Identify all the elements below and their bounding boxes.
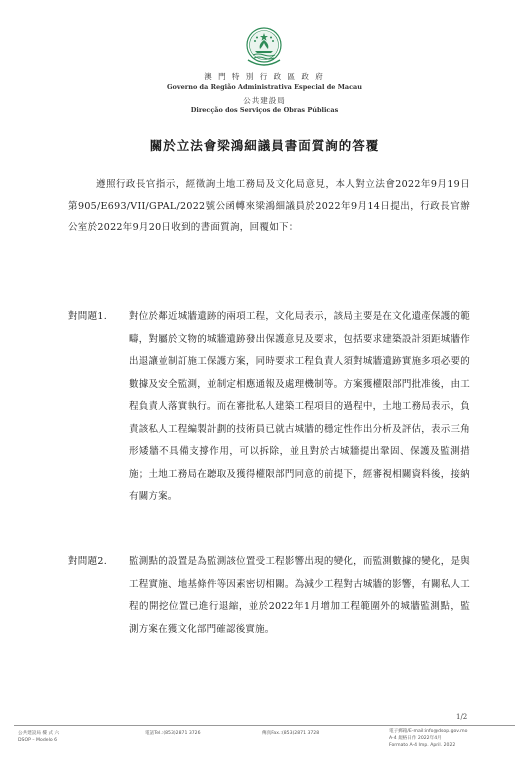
department-name-chinese: 公共建設局 (243, 96, 286, 105)
question-label-1: 對問題1. (68, 311, 108, 322)
answer-text-1: 對位於鄰近城牆遺跡的兩項工程，文化局表示，該局主要是在文化遺產保護的範疇，對屬於文物的城牆遺跡發出保護意見及要求，包括要求建築設計須距城牆作出退讓並制訂施工保護方案，同時要求工程負責人須對城牆遺跡實施多項必要的數據及安全監測，並制定相應通報及處理機制等。方案獲權限部門批准後，由工程負責人落實執行。而在審批私人建築工程項目的過程中，土地工務局表示，負責該私人工程編製計劃的技術員已就古城牆的穩定性作出分析及評估，表示三角形矮牆不具備支撐作用，可以拆除，並且對於古城牆提出鞏固、保護及監測措施；土地工務局在聽取及獲得權限部門同意的前提下，經審視相關資料後，接納有關方案。 (129, 311, 470, 502)
department-name-portuguese: Direcção dos Serviços de Obras Públicas (190, 106, 339, 114)
answer-text-2: 監測點的設置是為監測該位置受工程影響出現的變化，而監測數據的變化，是與工程實施、地基條件等因素密切相關。為減少工程對古城牆的影響，有關私人工程的開挖位置已進行退縮，並於2022年1月增加工程範圍外的城牆監測點，監測方案在獲文化部門確認後實施。 (129, 556, 470, 635)
footer-format: Formato A-4 Imp. April. 2022 (389, 743, 456, 748)
footer-address: 公共建設局 樓 式 六 (18, 731, 60, 736)
footer-address-block (18, 730, 59, 744)
footer-divider (14, 725, 515, 726)
gov-name-chinese: 澳 門 特 別 行 政 區 政 府 (204, 72, 325, 81)
footer-form-code: DSOP – Modelo 6 (18, 738, 58, 743)
document-title: 關於立法會梁鴻細議員書面質詢的答覆 (149, 138, 380, 153)
footer-telephone: 電話Tel.:(853)2871 3726 (145, 731, 201, 736)
footer-contact-block (389, 728, 467, 749)
gov-name-portuguese: Governo da Região Administrativa Especial de Macau (167, 83, 362, 91)
intro-paragraph: 遵照行政長官指示，經徵詢土地工務局及文化局意見，本人對立法會2022年9月19日第905/E693/VII/GPAL/2022號公函轉來梁鴻細議員於2022年9月14日提出，行政長官辦公室於2022年9月20日收到的書面質詢，回覆如下： (68, 179, 470, 233)
macau-emblem-icon (241, 26, 287, 70)
footer-email: 電子郵箱/E-mail:info@dsop.gov.mo (389, 729, 468, 734)
footer-fax: 傳真Fax.:(853)2871 3728 (262, 731, 320, 736)
question-label-2: 對問題2. (68, 556, 108, 567)
page-number: 1/2 (456, 713, 468, 721)
footer-paper-spec: A-4 規格日作 2022年4月 (389, 736, 442, 741)
